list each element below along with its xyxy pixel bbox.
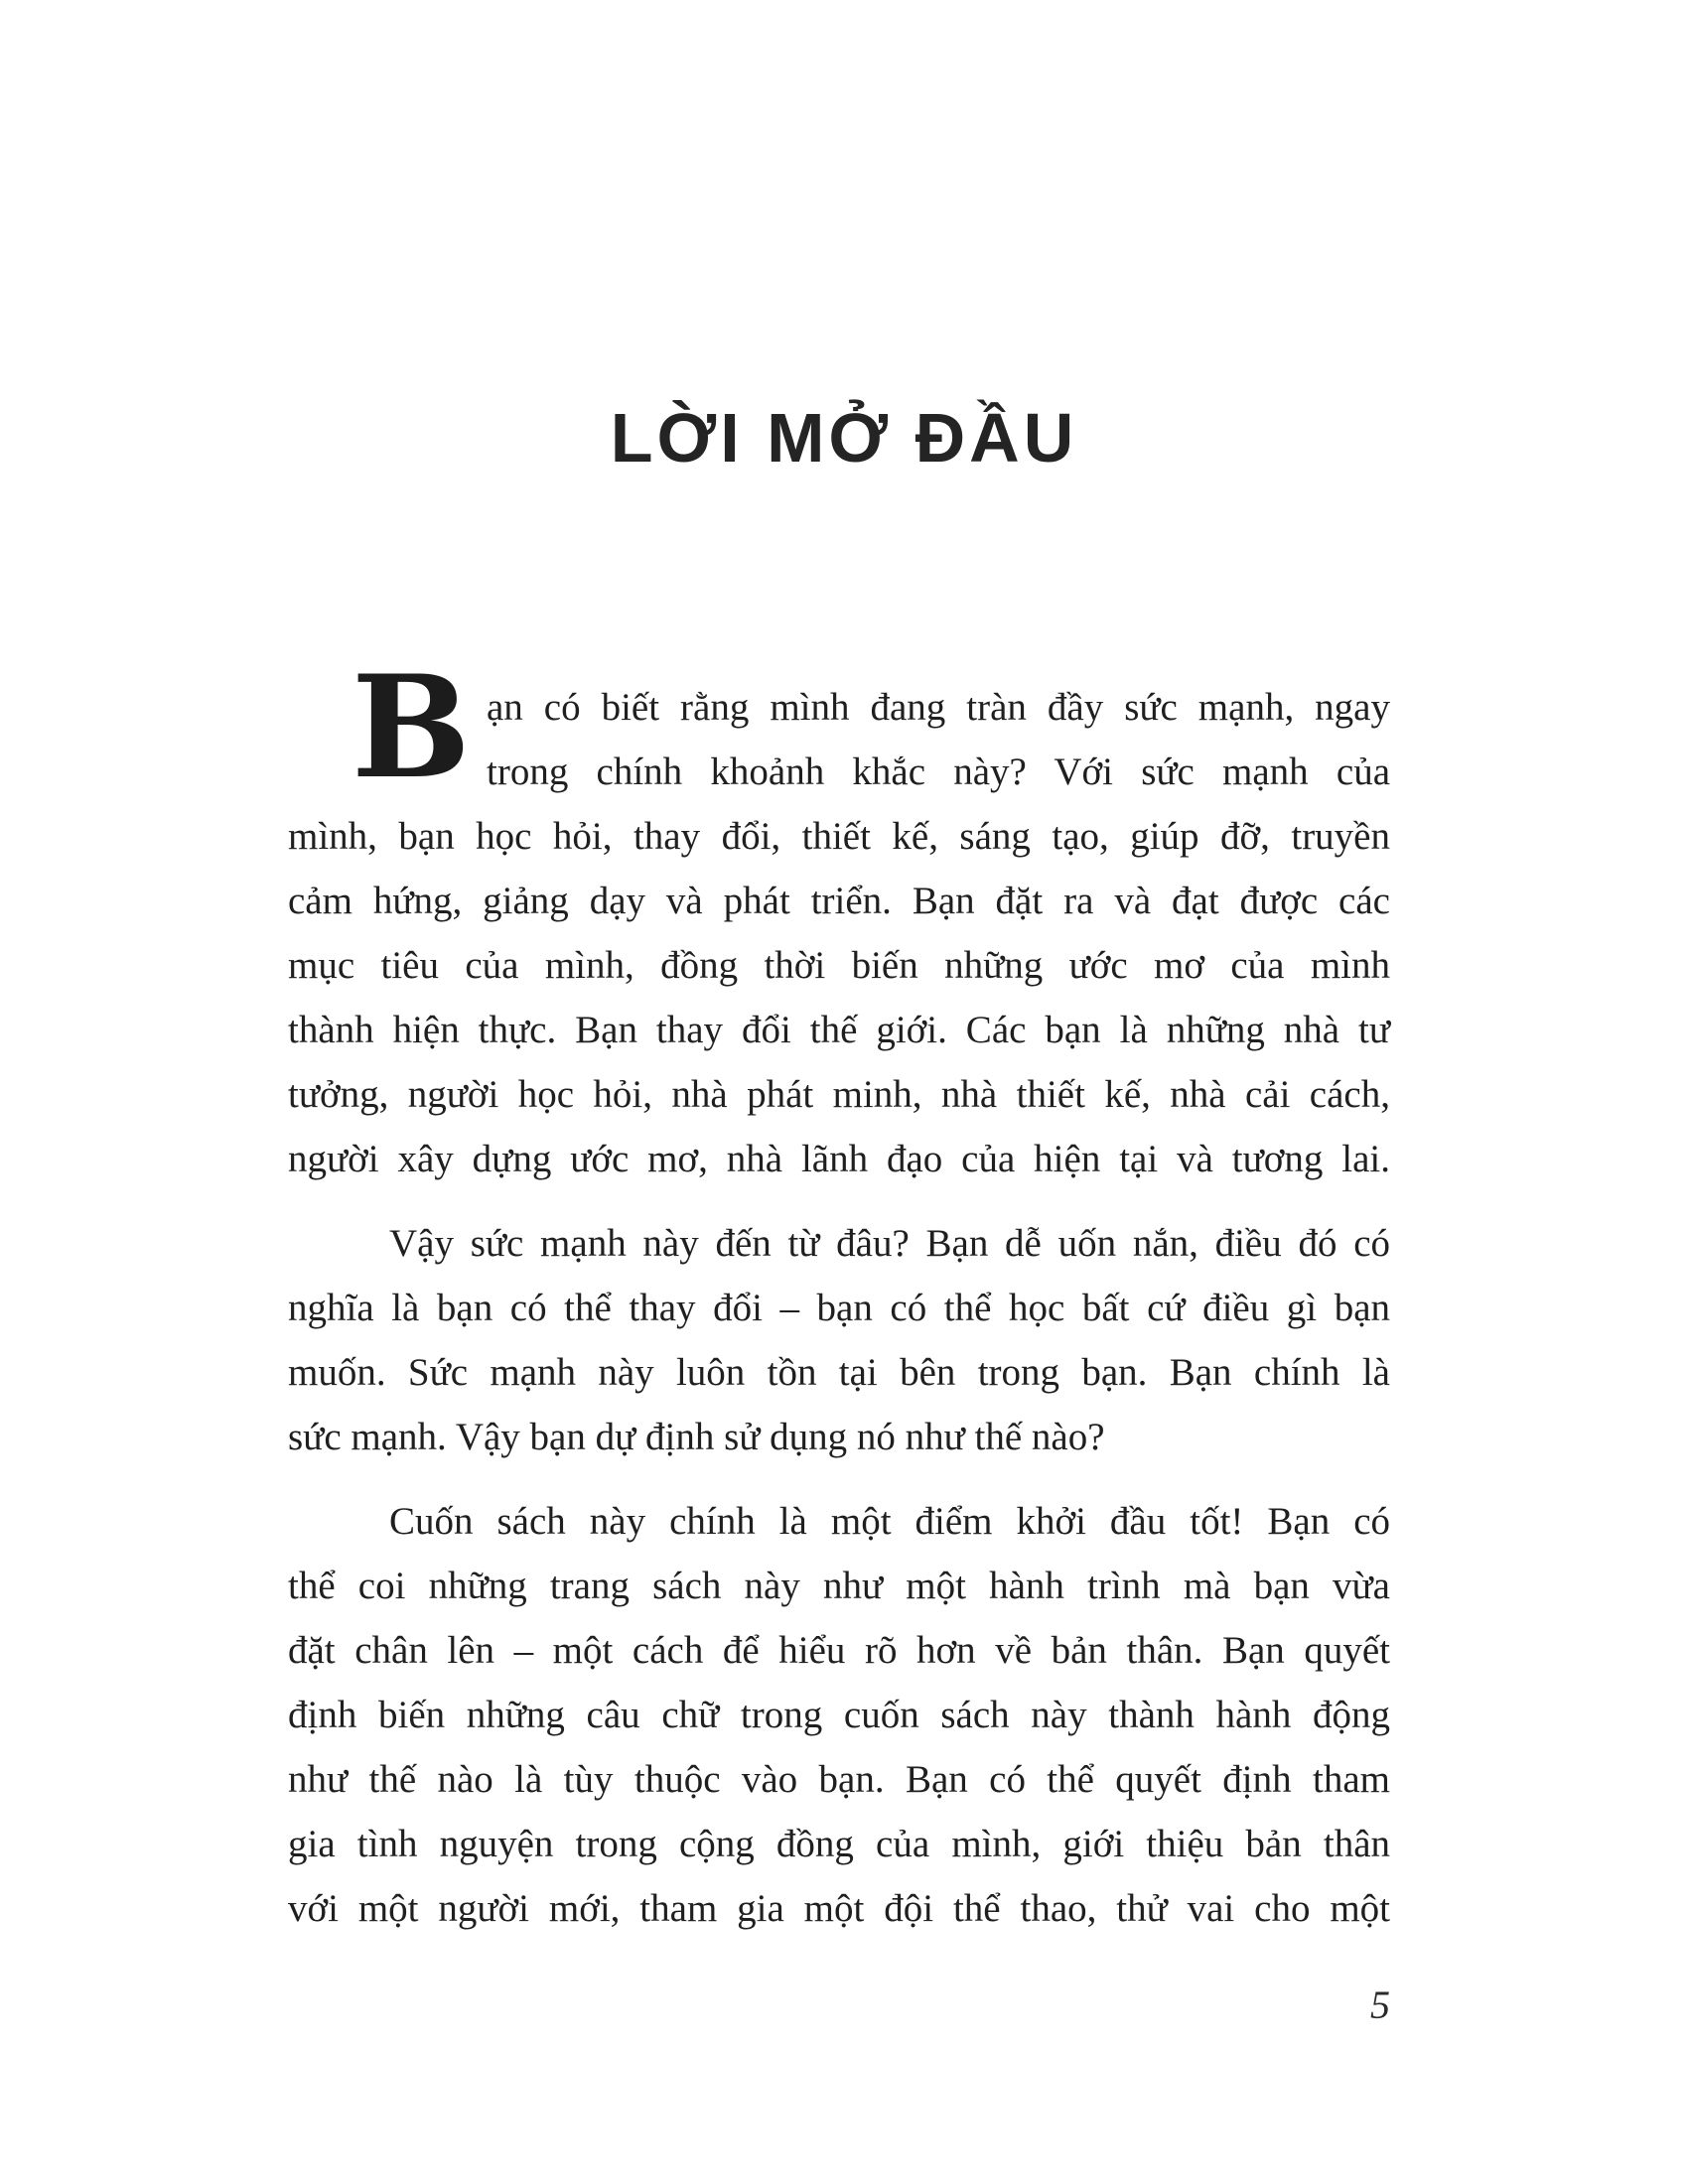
body-text <box>288 645 1390 1941</box>
page-number: 5 <box>1370 1982 1390 2027</box>
text-line: thể coi những trang sách này như một hành trình mà bạn vừa <box>288 1565 1390 1607</box>
drop-cap <box>288 645 487 810</box>
text-line: tưởng, người học hỏi, nhà phát minh, nhà thiết kế, nhà cải cách, <box>288 1073 1390 1116</box>
text-line: mình, bạn học hỏi, thay đổi, thiết kế, sáng tạo, giúp đỡ, truyền <box>288 815 1390 858</box>
text-line: gia tình nguyện trong cộng đồng của mình, giới thiệu bản thân <box>288 1823 1390 1865</box>
text-line: trong chính khoảnh khắc này? Với sức mạnh của <box>487 751 1390 793</box>
chapter-title: LỜI MỞ ĐẦU <box>610 399 1078 477</box>
drop-cap-letter: B <box>351 645 471 810</box>
text-line: muốn. Sức mạnh này luôn tồn tại bên trong bạn. Bạn chính là <box>288 1351 1390 1394</box>
text-line: với một người mới, tham gia một đội thể thao, thử vai cho một <box>288 1887 1390 1930</box>
text-line: người xây dựng ước mơ, nhà lãnh đạo của hiện tại và tương lai. <box>288 1138 1390 1180</box>
text-line: Vậy sức mạnh này đến từ đâu? Bạn dễ uốn nắn, điều đó có <box>389 1222 1390 1265</box>
paragraph-1 <box>288 645 1390 1191</box>
paragraph-2 <box>288 1211 1390 1469</box>
text-line: như thế nào là tùy thuộc vào bạn. Bạn có thể quyết định tham <box>288 1758 1390 1801</box>
text-line: định biến những câu chữ trong cuốn sách này thành hành động <box>288 1694 1390 1736</box>
text-line: sức mạnh. Vậy bạn dự định sử dụng nó như thế nào? <box>288 1416 1105 1458</box>
text-line: ạn có biết rằng mình đang tràn đầy sức mạnh, ngay <box>487 686 1390 729</box>
text-line: đặt chân lên – một cách để hiểu rõ hơn về bản thân. Bạn quyết <box>288 1629 1390 1672</box>
text-line: thành hiện thực. Bạn thay đổi thế giới. Các bạn là những nhà tư <box>288 1009 1390 1051</box>
text-line: nghĩa là bạn có thể thay đổi – bạn có thể học bất cứ điều gì bạn <box>288 1287 1390 1329</box>
text-line: Cuốn sách này chính là một điểm khởi đầu tốt! Bạn có <box>389 1500 1390 1543</box>
text-line: mục tiêu của mình, đồng thời biến những ước mơ của mình <box>288 944 1390 987</box>
paragraph-3 <box>288 1489 1390 1941</box>
text-line: cảm hứng, giảng dạy và phát triển. Bạn đặt ra và đạt được các <box>288 880 1390 922</box>
